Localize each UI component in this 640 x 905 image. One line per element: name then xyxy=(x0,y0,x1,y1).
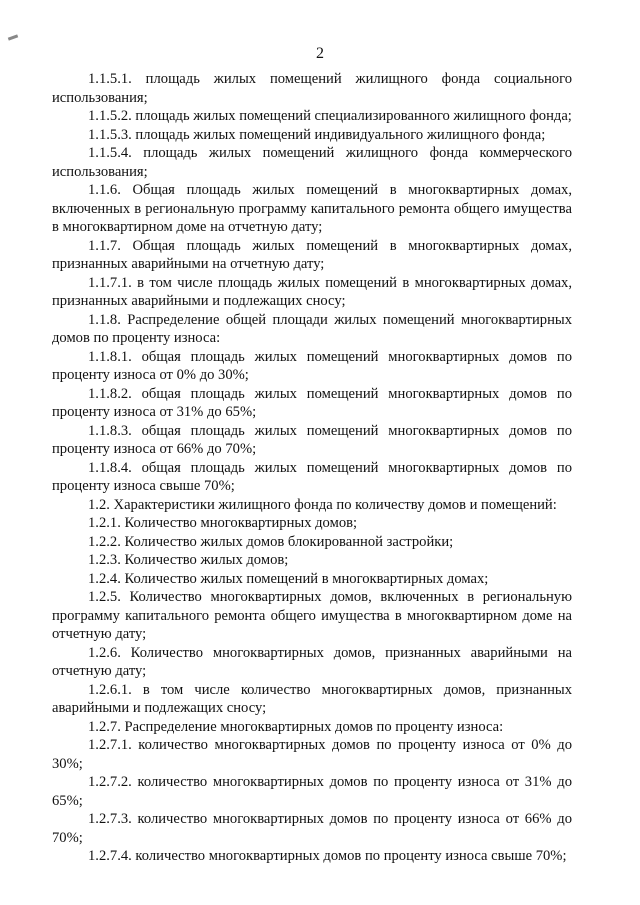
paragraph-1-2-6: 1.2.6. Количество многоквартирных домов, признанных аварийными на отчетную дату; xyxy=(52,644,572,679)
paragraph-1-1-8-1: 1.1.8.1. общая площадь жилых помещений многоквартирных домов по проценту износа от 0% до 30%; xyxy=(52,348,572,383)
paragraph-1-1-8-2: 1.1.8.2. общая площадь жилых помещений многоквартирных домов по проценту износа от 31% до 65%; xyxy=(52,385,572,420)
paragraph-1-2-6-1: 1.2.6.1. в том числе количество многоквартирных домов, признанных аварийными и подлежащих сносу; xyxy=(52,681,572,716)
paragraph-1-1-6: 1.1.6. Общая площадь жилых помещений в многоквартирных домах, включенных в региональную программу капитального ремонта общего имущества в многоквартирном доме на отчетную дату; xyxy=(52,182,572,235)
paragraph-1-1-8-4: 1.1.8.4. общая площадь жилых помещений многоквартирных домов по проценту износа свыше 70%; xyxy=(52,459,572,494)
paragraph-1-2-2: 1.2.2. Количество жилых домов блокированной застройки; xyxy=(88,533,454,550)
paragraph-1-2: 1.2. Характеристики жилищного фонда по количеству домов и помещений: xyxy=(88,496,557,513)
paragraph-1-1-8: 1.1.8. Распределение общей площади жилых помещений многоквартирных домов по проценту износа: xyxy=(52,311,572,346)
paragraph-1-2-7-2: 1.2.7.2. количество многоквартирных домов по проценту износа от 31% до 65%; xyxy=(52,774,572,809)
paragraph-1-2-7: 1.2.7. Распределение многоквартирных домов по проценту износа: xyxy=(88,718,504,735)
page-number: 2 xyxy=(316,45,324,62)
paragraph-1-1-8-3: 1.1.8.3. общая площадь жилых помещений многоквартирных домов по проценту износа от 66% до 70%; xyxy=(52,422,572,457)
paragraph-1-1-5-2: 1.1.5.2. площадь жилых помещений специализированного жилищного фонда; xyxy=(88,108,572,124)
scan-artifact-mark xyxy=(8,34,18,40)
paragraph-1-1-5-3: 1.1.5.3. площадь жилых помещений индивидуального жилищного фонда; xyxy=(88,126,546,143)
paragraph-1-1-5-1: 1.1.5.1. площадь жилых помещений жилищного фонда социального использования; xyxy=(52,71,572,106)
paragraph-1-2-4: 1.2.4. Количество жилых помещений в многоквартирных домах; xyxy=(88,570,489,587)
paragraph-1-1-7: 1.1.7. Общая площадь жилых помещений в многоквартирных домах, признанных аварийными на отчетную дату; xyxy=(52,237,572,272)
paragraph-1-1-5-4: 1.1.5.4. площадь жилых помещений жилищного фонда коммерческого использования; xyxy=(52,145,572,180)
paragraph-1-2-1: 1.2.1. Количество многоквартирных домов; xyxy=(88,515,358,531)
paragraph-1-2-3: 1.2.3. Количество жилых домов; xyxy=(88,552,289,568)
paragraph-1-2-7-1: 1.2.7.1. количество многоквартирных домов по проценту износа от 0% до 30%; xyxy=(52,737,572,772)
document-body xyxy=(52,70,572,866)
paragraph-1-2-7-3: 1.2.7.3. количество многоквартирных домов по проценту износа от 66% до 70%; xyxy=(52,811,572,846)
paragraph-1-1-7-1: 1.1.7.1. в том числе площадь жилых помещений в многоквартирных домах, признанных аварийными и подлежащих сносу; xyxy=(52,274,572,309)
paragraph-1-2-5: 1.2.5. Количество многоквартирных домов, включенных в региональную программу капитального ремонта общего имущества в многоквартирном доме на отчетную дату; xyxy=(52,589,572,642)
paragraph-1-2-7-4: 1.2.7.4. количество многоквартирных домов по проценту износа свыше 70%; xyxy=(88,848,567,864)
